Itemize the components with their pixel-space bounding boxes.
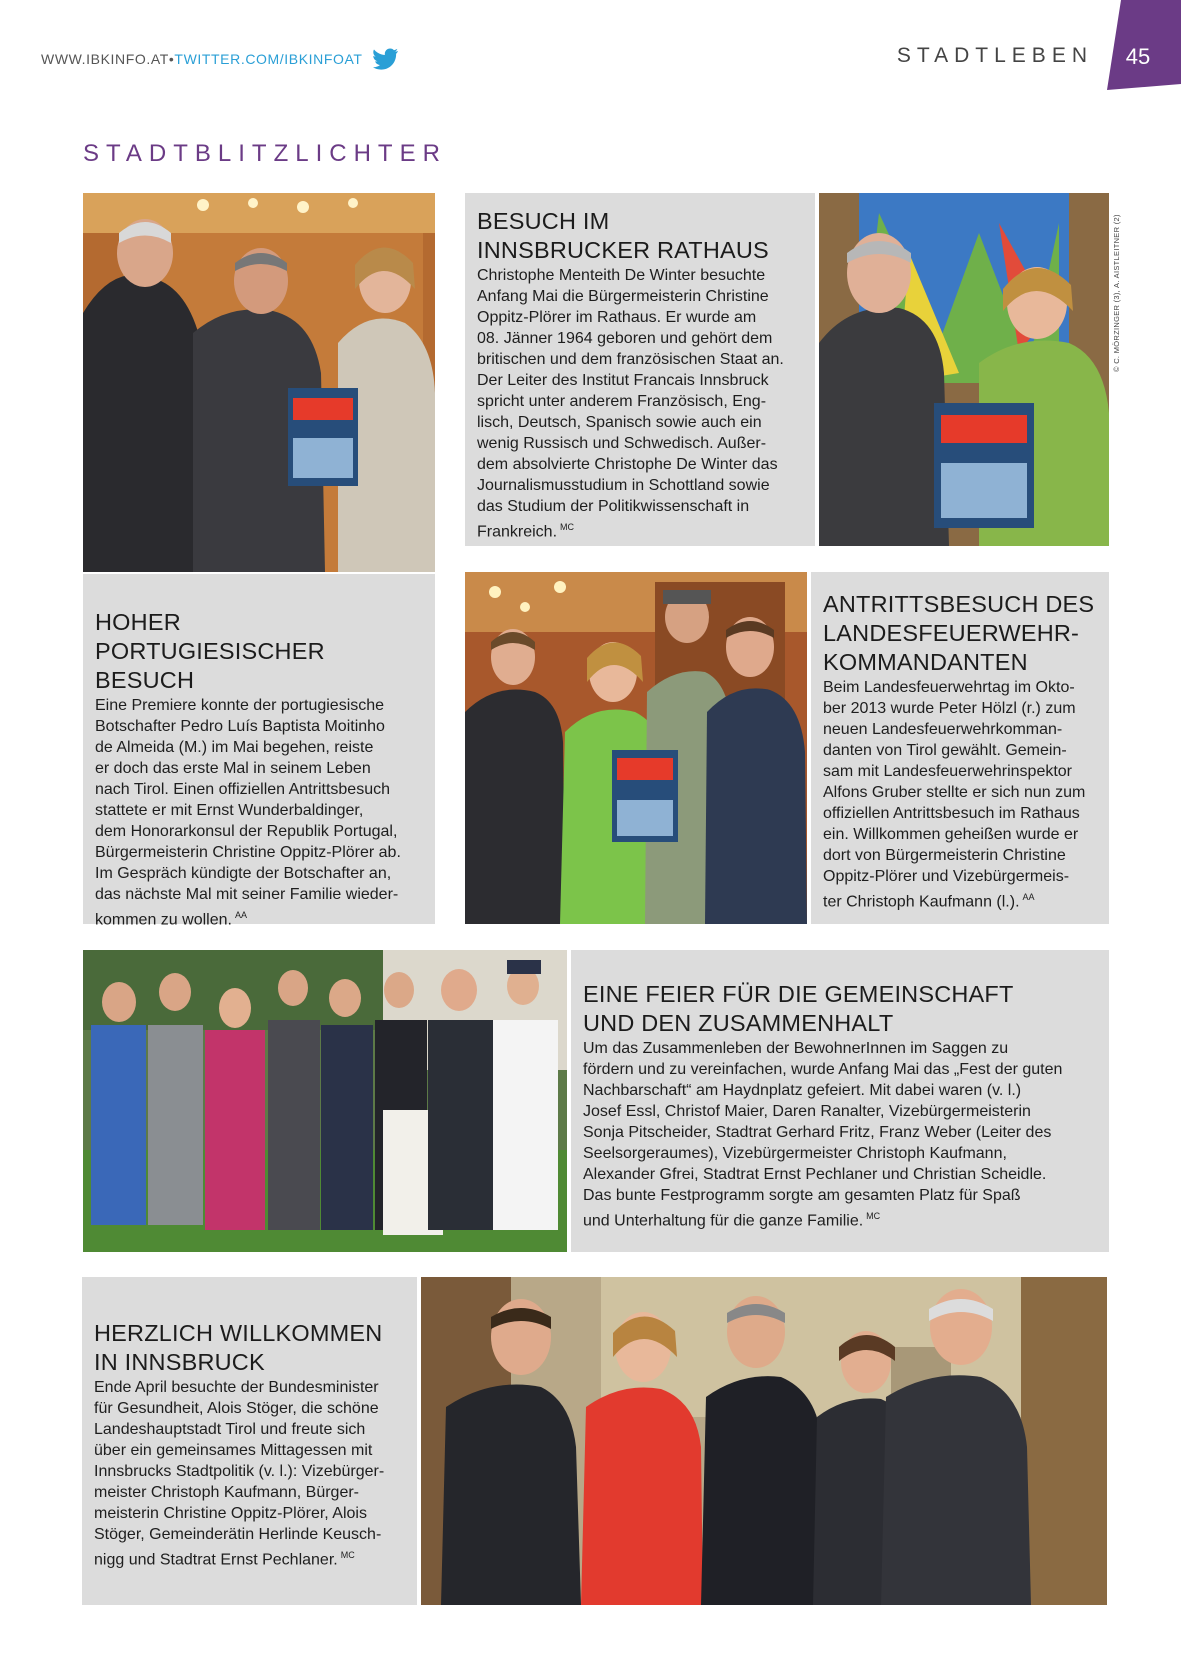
article-portuguese-visit bbox=[83, 574, 435, 929]
article-welcome bbox=[82, 1277, 417, 1605]
body-line: er doch das erste Mal in seinem Leben bbox=[95, 760, 371, 777]
body-line: Innsbrucks Stadtpolitik (v. l.): Vizebürger- bbox=[94, 1463, 385, 1480]
body-line: Botschafter Pedro Luís Baptista Moitinho bbox=[95, 718, 385, 735]
body-line: dem Honorarkonsul der Republik Portugal, bbox=[95, 823, 398, 840]
section-name: STADTLEBEN bbox=[896, 44, 1093, 67]
photo-welcome-minister bbox=[421, 1277, 1107, 1605]
body-line: lisch, Deutsch, Spanisch sowie auch ein bbox=[477, 414, 762, 431]
photo-rathaus-visit bbox=[819, 193, 1109, 546]
headline-line: PORTUGIESISCHER BESUCH bbox=[95, 638, 325, 693]
body-line: Ende April besuchte der Bundesminister bbox=[94, 1379, 379, 1396]
body-line: Im Gespräch kündigte der Botschafter an, bbox=[95, 865, 392, 882]
body-line: Frankreich. bbox=[477, 523, 558, 541]
photo-credit: © C. MÖRZINGER (3), A. AISTLEITNER (2) bbox=[1112, 214, 1121, 372]
article-fire-commander bbox=[811, 572, 1109, 924]
author-tag: MC bbox=[866, 1211, 881, 1221]
headline-line: KOMMANDANTEN bbox=[823, 649, 1028, 675]
body-portuguese-visit bbox=[95, 695, 423, 930]
photo-community-celebration bbox=[83, 950, 567, 1252]
headline-fire-commander bbox=[823, 590, 1097, 677]
author-tag: MC bbox=[340, 1550, 355, 1560]
body-line: dort von Bürgermeisterin Christine bbox=[823, 847, 1066, 864]
author-tag: AA bbox=[1022, 892, 1035, 902]
body-line: meisterin Christine Oppitz-Plörer, Alois bbox=[94, 1505, 367, 1522]
body-line: Stöger, Gemeinderätin Herlinde Keusch- bbox=[94, 1526, 382, 1543]
article-rathaus bbox=[465, 193, 815, 546]
body-line: dem absolvierte Christophe De Winter das bbox=[477, 456, 778, 473]
body-line: de Almeida (M.) im Mai begehen, reiste bbox=[95, 739, 374, 756]
body-line: Sonja Pitscheider, Stadtrat Gerhard Fritz, Franz Weber (Leiter des bbox=[583, 1124, 1052, 1141]
body-line: Der Leiter des Institut Francais Innsbruck bbox=[477, 372, 769, 389]
body-line: Josef Essl, Christof Maier, Daren Ranalter, Vizebürgermeisterin bbox=[583, 1103, 1031, 1120]
body-line: neuen Landesfeuerwehrkomman- bbox=[823, 721, 1063, 738]
body-line: Alfons Gruber stellte er sich nun zum bbox=[823, 784, 1086, 801]
body-line: Um das Zusammenleben der BewohnerInnen im Saggen zu bbox=[583, 1040, 1009, 1057]
headline-line: LANDESFEUERWEHR- bbox=[823, 620, 1080, 646]
page-number: 45 bbox=[1125, 44, 1151, 69]
photo-portuguese-visit bbox=[83, 193, 435, 572]
headline-line: BESUCH IM bbox=[477, 208, 610, 234]
headline-community-celebration bbox=[583, 980, 1097, 1038]
body-line: Seelsorgeraumes), Vizebürgermeister Christoph Kaufmann, bbox=[583, 1145, 1007, 1162]
author-tag: MC bbox=[560, 522, 575, 532]
headline-line: IN INNSBRUCK bbox=[94, 1349, 265, 1375]
body-community-celebration bbox=[583, 1038, 1097, 1231]
headline-line: UND DEN ZUSAMMENHALT bbox=[583, 1010, 894, 1036]
body-rathaus bbox=[477, 265, 803, 542]
body-line: ber 2013 wurde Peter Hölzl (r.) zum bbox=[823, 700, 1076, 717]
body-line: Beim Landesfeuerwehrtag im Okto- bbox=[823, 679, 1075, 696]
body-line: Landeshauptstadt Tirol und freute sich bbox=[94, 1421, 366, 1438]
body-line: nach Tirol. Einen offiziellen Antrittsbesuch bbox=[95, 781, 390, 798]
body-line: kommen zu wollen. bbox=[95, 911, 232, 929]
body-line: stattete er mit Ernst Wunderbaldinger, bbox=[95, 802, 364, 819]
body-line: Alexander Gfrei, Stadtrat Ernst Pechlaner und Christian Scheidle. bbox=[583, 1166, 1047, 1183]
headline-line: HERZLICH WILLKOMMEN bbox=[94, 1320, 383, 1346]
headline-line: INNSBRUCKER RATHAUS bbox=[477, 237, 769, 263]
body-line: offiziellen Antrittsbesuch im Rathaus bbox=[823, 805, 1080, 822]
header-links bbox=[41, 48, 399, 70]
headline-line: ANTRITTSBESUCH DES bbox=[823, 591, 1095, 617]
body-fire-commander bbox=[823, 677, 1097, 912]
page-title: STADTBLITZLICHTER bbox=[83, 140, 447, 167]
body-line: Anfang Mai die Bürgermeisterin Christine bbox=[477, 288, 769, 305]
twitter-bird-icon[interactable] bbox=[373, 48, 399, 70]
body-line: fördern und zu vereinfachen, wurde Anfang Mai das „Fest der guten bbox=[583, 1061, 1063, 1078]
website-link[interactable]: WWW.IBKINFO.AT bbox=[41, 51, 169, 67]
header-separator: • bbox=[168, 51, 175, 67]
body-line: Journalismusstudium in Schottland sowie bbox=[477, 477, 770, 494]
body-line: danten von Tirol gewählt. Gemein- bbox=[823, 742, 1067, 759]
body-line: und Unterhaltung für die ganze Familie. bbox=[583, 1212, 864, 1230]
headline-line: HOHER bbox=[95, 609, 181, 635]
body-line: Das bunte Festprogramm sorgte am gesamten Platz für Spaß bbox=[583, 1187, 1021, 1204]
body-line: Oppitz-Plörer im Rathaus. Er wurde am bbox=[477, 309, 757, 326]
body-line: Christophe Menteith De Winter besuchte bbox=[477, 267, 766, 284]
body-line: spricht unter anderem Französisch, Eng- bbox=[477, 393, 767, 410]
body-line: Eine Premiere konnte der portugiesische bbox=[95, 697, 385, 714]
headline-portuguese-visit bbox=[95, 608, 423, 695]
body-line: meister Christoph Kaufmann, Bürger- bbox=[94, 1484, 359, 1501]
body-line: Bürgermeisterin Christine Oppitz-Plörer ab. bbox=[95, 844, 401, 861]
body-line: britischen und dem französischen Staat an. bbox=[477, 351, 784, 368]
headline-rathaus bbox=[477, 207, 803, 265]
body-line: über ein gemeinsames Mittagessen mit bbox=[94, 1442, 373, 1459]
twitter-link[interactable]: TWITTER.COM/IBKINFOAT bbox=[174, 51, 363, 67]
article-community-celebration bbox=[571, 950, 1109, 1252]
headline-line: EINE FEIER FÜR DIE GEMEINSCHAFT bbox=[583, 981, 1014, 1007]
photo-fire-commander-visit bbox=[465, 572, 807, 924]
headline-welcome bbox=[94, 1319, 405, 1377]
body-line: 08. Jänner 1964 geboren und gehört dem bbox=[477, 330, 773, 347]
body-line: für Gesundheit, Alois Stöger, die schöne bbox=[94, 1400, 379, 1417]
body-welcome bbox=[94, 1377, 405, 1570]
body-line: das nächste Mal mit seiner Familie wieder- bbox=[95, 886, 399, 903]
body-line: sam mit Landesfeuerwehrinspektor bbox=[823, 763, 1073, 780]
author-tag: AA bbox=[234, 910, 247, 920]
body-line: das Studium der Politikwissenschaft in bbox=[477, 498, 750, 515]
body-line: ter Christoph Kaufmann (l.). bbox=[823, 893, 1020, 911]
body-line: nigg und Stadtrat Ernst Pechlaner. bbox=[94, 1551, 338, 1569]
body-line: wenig Russisch und Schwedisch. Außer- bbox=[477, 435, 767, 452]
body-line: Oppitz-Plörer und Vizebürgermeis- bbox=[823, 868, 1070, 885]
body-line: Nachbarschaft“ am Haydnplatz gefeiert. Mit dabei waren (v. l.) bbox=[583, 1082, 1022, 1099]
body-line: ein. Willkommen geheißen wurde er bbox=[823, 826, 1079, 843]
